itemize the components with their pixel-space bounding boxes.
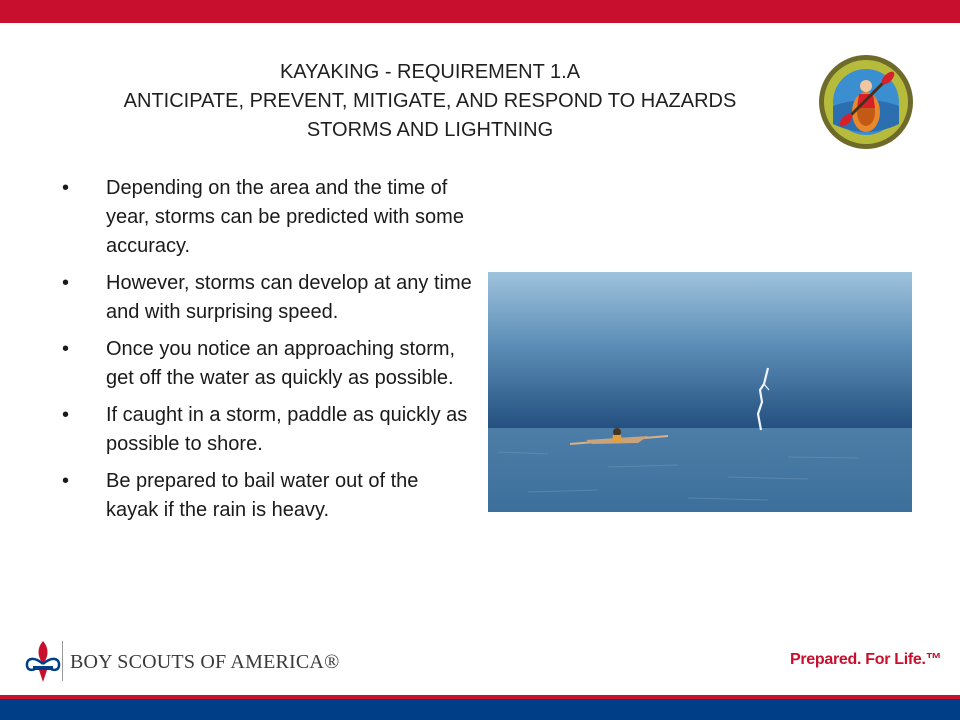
bullet-text: Once you notice an approaching storm, get off the water as quickly as possible.: [106, 338, 456, 389]
bullet-item: [62, 269, 472, 327]
title-line-3: STORMS AND LIGHTNING: [306, 119, 554, 141]
bullet-text: Depending on the area and the time of year, storms can be predicted with some accuracy.: [106, 177, 464, 257]
bullet-item: [62, 174, 472, 261]
bottom-blue-bar: [0, 699, 960, 720]
storm-kayak-photo: [488, 272, 912, 512]
bullet-text: Be prepared to bail water out of the kayak if the rain is heavy.: [106, 470, 419, 521]
bullet-item: [62, 401, 472, 459]
footer-org-name: BOY SCOUTS OF AMERICA®: [70, 651, 340, 673]
bullet-marker: •: [62, 272, 70, 294]
bullet-marker: •: [62, 177, 70, 199]
footer-tagline: Prepared. For Life.™: [790, 651, 942, 668]
fleur-de-lis-icon: [22, 638, 64, 684]
title-line-1: KAYAKING - REQUIREMENT 1.A: [279, 61, 581, 83]
top-red-bar: [0, 0, 960, 23]
bullet-item: [62, 335, 472, 393]
bullet-marker: •: [62, 470, 70, 492]
bullet-text: However, storms can develop at any time and with surprising speed.: [106, 272, 472, 323]
slide-title: [80, 58, 780, 145]
kayaking-merit-badge-icon: [818, 54, 914, 150]
bullet-item: [62, 467, 472, 525]
bullet-marker: •: [62, 404, 70, 426]
bullet-list: [62, 174, 472, 533]
title-line-2: ANTICIPATE, PREVENT, MITIGATE, AND RESPOND TO HAZARDS: [123, 90, 737, 112]
bullet-marker: •: [62, 338, 70, 360]
footer-divider: [62, 641, 63, 681]
bullet-text: If caught in a storm, paddle as quickly as possible to shore.: [106, 404, 468, 455]
